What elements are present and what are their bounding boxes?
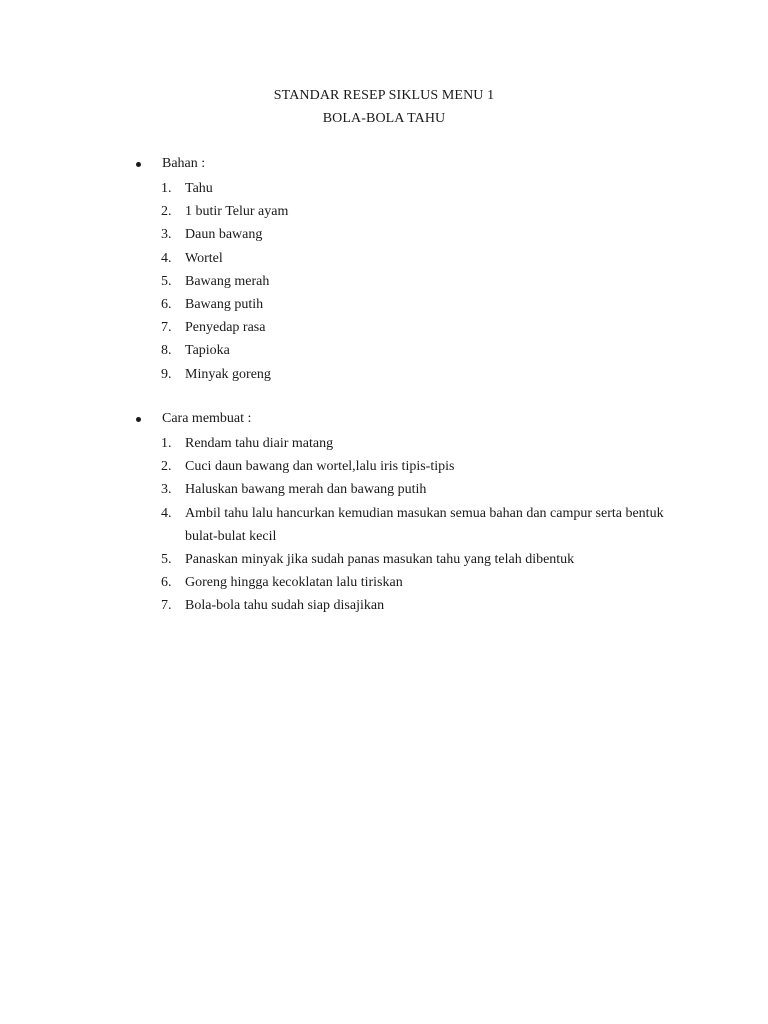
item-number: 2. <box>161 204 172 220</box>
bullet-icon <box>136 162 141 167</box>
item-number: 1. <box>161 181 172 196</box>
item-text: Tapioka <box>185 343 230 359</box>
item-number: 6. <box>161 296 172 312</box>
item-number: 3. <box>161 482 172 498</box>
item-number: 3. <box>161 227 172 243</box>
item-text-line1: Ambil tahu lalu hancurkan kemudian masukan semua bahan dan campur serta bentuk <box>185 505 664 521</box>
item-number: 8. <box>161 343 172 359</box>
item-text <box>185 502 685 548</box>
item-number: 1. <box>161 436 172 451</box>
item-number: 6. <box>161 575 172 591</box>
item-text: Tahu <box>185 181 213 196</box>
item-text: Bawang putih <box>185 296 264 312</box>
item-text-line2: bulat-bulat kecil <box>185 528 277 544</box>
item-number: 7. <box>161 598 172 614</box>
item-text: Haluskan bawang merah dan bawang putih <box>185 482 427 498</box>
item-number: 7. <box>161 320 172 336</box>
item-text: Daun bawang <box>185 227 263 243</box>
item-number: 2. <box>161 459 172 475</box>
item-number: 9. <box>161 366 172 382</box>
item-number: 5. <box>161 551 172 567</box>
item-text: Wortel <box>185 250 223 266</box>
item-text: Panaskan minyak jika sudah panas masukan tahu yang telah dibentuk <box>185 551 575 567</box>
recipe-name: BOLA-BOLA TAHU <box>322 111 446 126</box>
item-text: Goreng hingga kecoklatan lalu tiriskan <box>185 575 403 591</box>
item-text: Cuci daun bawang dan wortel,lalu iris tipis-tipis <box>185 459 455 475</box>
item-text: Rendam tahu diair matang <box>185 436 334 451</box>
item-text: Bola-bola tahu sudah siap disajikan <box>185 598 385 614</box>
item-text: 1 butir Telur ayam <box>185 204 289 220</box>
item-number: 5. <box>161 273 172 289</box>
item-text: Bawang merah <box>185 273 270 289</box>
item-number: 4. <box>161 250 172 266</box>
item-number: 4. <box>161 505 172 521</box>
cara-heading: Cara membuat : <box>162 411 252 426</box>
bahan-heading: Bahan : <box>162 156 206 171</box>
bullet-icon <box>136 417 141 422</box>
item-text: Penyedap rasa <box>185 320 266 336</box>
document-title: STANDAR RESEP SIKLUS MENU 1 <box>273 88 495 103</box>
item-text: Minyak goreng <box>185 366 271 382</box>
